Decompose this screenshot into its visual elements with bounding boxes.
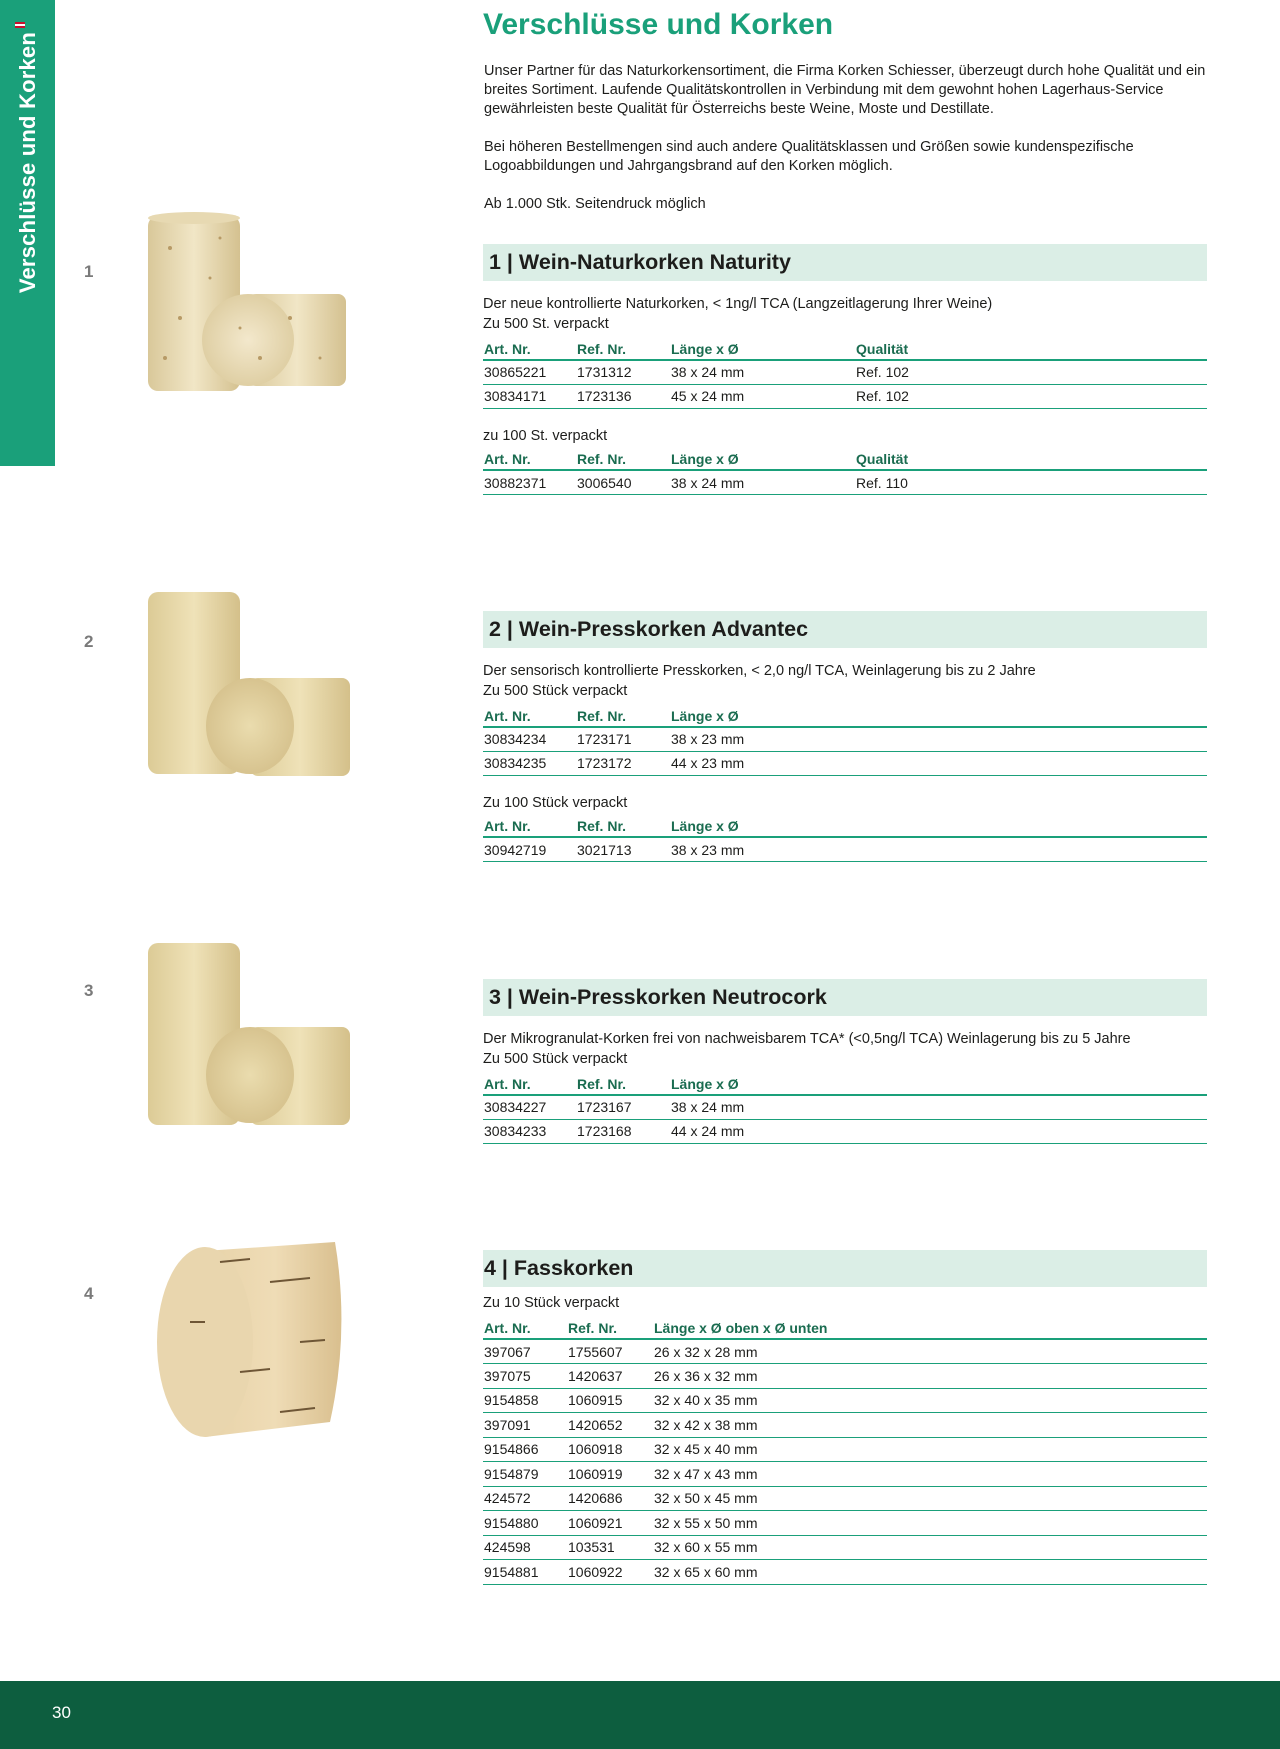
product-table <box>483 1072 1207 1145</box>
table-row <box>483 1486 1207 1511</box>
table-cell: 9154881 <box>483 1560 568 1585</box>
table-row <box>483 470 1207 495</box>
product-description: Der neue kontrollierte Naturkorken, < 1ng/l TCA (Langzeitlagerung Ihrer Weine) <box>483 296 993 312</box>
column-header: Qualität <box>856 447 1207 470</box>
table-cell: 32 x 45 x 40 mm <box>654 1437 1207 1462</box>
product-number: 3 <box>84 981 94 1000</box>
table-header-row <box>483 1072 1207 1095</box>
table-cell: 30882371 <box>483 470 577 495</box>
table-row <box>483 1511 1207 1536</box>
column-header: Länge x Ø <box>671 447 856 470</box>
table-cell: Ref. 110 <box>856 470 1207 495</box>
table-cell: 38 x 24 mm <box>671 1095 1207 1120</box>
pack-info: zu 100 St. verpackt <box>483 428 608 444</box>
product-table <box>483 447 1207 495</box>
table-cell: 3021713 <box>577 837 671 862</box>
table-row <box>483 360 1207 385</box>
column-header: Länge x Ø <box>671 337 856 360</box>
product-table <box>483 704 1207 777</box>
column-header: Länge x Ø <box>671 1072 1207 1095</box>
table-cell: 1060915 <box>568 1388 654 1413</box>
intro-paragraph: Unser Partner für das Naturkorkensortiment, die Firma Korken Schiesser, überzeugt durch hohe Qualität und ein breites Sortiment. Laufende Qualitätskontrollen in Verbindung mit dem gewohnt hohen Lagerhaus-Service gewährleisten beste Qualität für Österreichs beste Weine, Moste und Destillate. <box>484 63 1206 117</box>
table-cell: 397075 <box>483 1364 568 1389</box>
table-cell: Ref. 102 <box>856 360 1207 385</box>
table-cell: 397067 <box>483 1339 568 1364</box>
column-header: Art. Nr. <box>483 447 577 470</box>
pack-info: Zu 500 Stück verpackt <box>483 682 628 699</box>
table-row <box>483 751 1207 776</box>
table-row <box>483 1462 1207 1487</box>
table-cell: 9154866 <box>483 1437 568 1462</box>
product-section-fasskorken <box>483 1250 1207 1585</box>
table-cell: 32 x 42 x 38 mm <box>654 1413 1207 1438</box>
table-header-row <box>483 1316 1207 1339</box>
table-cell: 3006540 <box>577 470 671 495</box>
section-title: 1 | Wein-Naturkorken Naturity <box>483 244 1207 281</box>
table-row <box>483 1388 1207 1413</box>
product-table <box>483 814 1207 862</box>
table-cell: 1060919 <box>568 1462 654 1487</box>
pack-info: Zu 10 Stück verpackt <box>483 1295 620 1311</box>
sidebar-label: Verschlüsse und Korken <box>14 32 40 294</box>
page-footer <box>0 1681 1280 1749</box>
table-cell: 1723171 <box>577 727 671 752</box>
column-header: Länge x Ø <box>671 814 1207 837</box>
column-header: Länge x Ø <box>671 704 1207 727</box>
product-section-neutrocork <box>483 979 1207 1144</box>
table-cell: 424598 <box>483 1535 568 1560</box>
table-row <box>483 1437 1207 1462</box>
table-cell: 1060921 <box>568 1511 654 1536</box>
table-cell: 30865221 <box>483 360 577 385</box>
table-cell: 30942719 <box>483 837 577 862</box>
table-cell: 32 x 55 x 50 mm <box>654 1511 1207 1536</box>
press-cork-advantec-image <box>140 580 400 790</box>
table-cell: 1420637 <box>568 1364 654 1389</box>
section-title: 2 | Wein-Presskorken Advantec <box>483 611 1207 648</box>
column-header: Ref. Nr. <box>577 447 671 470</box>
intro-paragraph: Ab 1.000 Stk. Seitendruck möglich <box>484 196 706 212</box>
product-section-naturity <box>483 244 1207 495</box>
table-cell: 103531 <box>568 1535 654 1560</box>
table-cell: 32 x 50 x 45 mm <box>654 1486 1207 1511</box>
table-cell: 30834227 <box>483 1095 577 1120</box>
section-title: 4 | Fasskorken <box>483 1250 1207 1287</box>
column-header: Art. Nr. <box>483 337 577 360</box>
product-number: 4 <box>84 1284 94 1303</box>
page-number: 30 <box>52 1703 71 1722</box>
column-header: Ref. Nr. <box>577 337 671 360</box>
table-cell: 32 x 47 x 43 mm <box>654 1462 1207 1487</box>
table-cell: 9154858 <box>483 1388 568 1413</box>
table-header-row <box>483 704 1207 727</box>
table-cell: 38 x 24 mm <box>671 470 856 495</box>
table-cell: 30834233 <box>483 1119 577 1144</box>
table-cell: 1060918 <box>568 1437 654 1462</box>
column-header: Art. Nr. <box>483 704 577 727</box>
table-cell: 424572 <box>483 1486 568 1511</box>
pack-info: Zu 500 Stück verpackt <box>483 1050 628 1067</box>
table-row <box>483 1095 1207 1120</box>
column-header: Art. Nr. <box>483 1072 577 1095</box>
table-cell: 32 x 60 x 55 mm <box>654 1535 1207 1560</box>
product-description: Der sensorisch kontrollierte Presskorken, < 2,0 ng/l TCA, Weinlagerung bis zu 2 Jahre <box>483 663 1036 679</box>
column-header: Art. Nr. <box>483 814 577 837</box>
table-cell: 1420686 <box>568 1486 654 1511</box>
table-row <box>483 384 1207 409</box>
table-cell: 26 x 32 x 28 mm <box>654 1339 1207 1364</box>
table-cell: 1723168 <box>577 1119 671 1144</box>
table-row <box>483 1560 1207 1585</box>
table-cell: 32 x 40 x 35 mm <box>654 1388 1207 1413</box>
table-header-row <box>483 447 1207 470</box>
column-header: Ref. Nr. <box>577 814 671 837</box>
press-cork-neutrocork-image <box>140 935 400 1140</box>
section-title: 3 | Wein-Presskorken Neutrocork <box>483 979 1207 1016</box>
table-cell: 1060922 <box>568 1560 654 1585</box>
table-row <box>483 1339 1207 1364</box>
table-cell: 30834171 <box>483 384 577 409</box>
table-row <box>483 837 1207 862</box>
table-cell: 38 x 24 mm <box>671 360 856 385</box>
page-title: Verschlüsse und Korken <box>483 8 834 41</box>
pack-info: Zu 100 Stück verpackt <box>483 795 628 811</box>
table-row <box>483 727 1207 752</box>
table-cell: Ref. 102 <box>856 384 1207 409</box>
product-description: Der Mikrogranulat-Korken frei von nachweisbarem TCA* (<0,5ng/l TCA) Weinlagerung bis zu 5 Jahre <box>483 1031 1131 1047</box>
sidebar-tab <box>0 0 55 466</box>
table-cell: 1723167 <box>577 1095 671 1120</box>
table-row <box>483 1535 1207 1560</box>
column-header: Qualität <box>856 337 1207 360</box>
table-cell: 1731312 <box>577 360 671 385</box>
intro-text <box>484 62 1224 233</box>
column-header: Ref. Nr. <box>568 1316 654 1339</box>
column-header: Art. Nr. <box>483 1316 568 1339</box>
natural-cork-image <box>140 208 400 398</box>
table-cell: 30834235 <box>483 751 577 776</box>
table-cell: 1420652 <box>568 1413 654 1438</box>
table-cell: 44 x 24 mm <box>671 1119 1207 1144</box>
product-number: 2 <box>84 632 94 651</box>
table-row <box>483 1364 1207 1389</box>
table-cell: 38 x 23 mm <box>671 837 1207 862</box>
table-cell: 44 x 23 mm <box>671 751 1207 776</box>
table-cell: 30834234 <box>483 727 577 752</box>
product-number: 1 <box>84 262 94 281</box>
product-table <box>483 337 1207 410</box>
product-section-advantec <box>483 611 1207 862</box>
table-cell: 9154879 <box>483 1462 568 1487</box>
table-cell: 9154880 <box>483 1511 568 1536</box>
table-row <box>483 1119 1207 1144</box>
pack-info: Zu 500 St. verpackt <box>483 315 609 332</box>
table-cell: 1755607 <box>568 1339 654 1364</box>
table-cell: 38 x 23 mm <box>671 727 1207 752</box>
product-table <box>483 1316 1207 1585</box>
table-cell: 32 x 65 x 60 mm <box>654 1560 1207 1585</box>
austria-flag-icon <box>15 22 25 28</box>
table-header-row <box>483 814 1207 837</box>
table-cell: 1723172 <box>577 751 671 776</box>
column-header: Ref. Nr. <box>577 1072 671 1095</box>
table-row <box>483 1413 1207 1438</box>
table-cell: 397091 <box>483 1413 568 1438</box>
table-cell: 45 x 24 mm <box>671 384 856 409</box>
table-cell: 1723136 <box>577 384 671 409</box>
barrel-cork-image <box>150 1222 370 1452</box>
column-header: Länge x Ø oben x Ø unten <box>654 1316 1207 1339</box>
table-header-row <box>483 337 1207 360</box>
intro-paragraph: Bei höheren Bestellmengen sind auch andere Qualitätsklassen und Größen sowie kundenspezifische Logoabbildungen und Jahrgangsbrand auf den Korken möglich. <box>484 139 1134 174</box>
table-cell: 26 x 36 x 32 mm <box>654 1364 1207 1389</box>
column-header: Ref. Nr. <box>577 704 671 727</box>
